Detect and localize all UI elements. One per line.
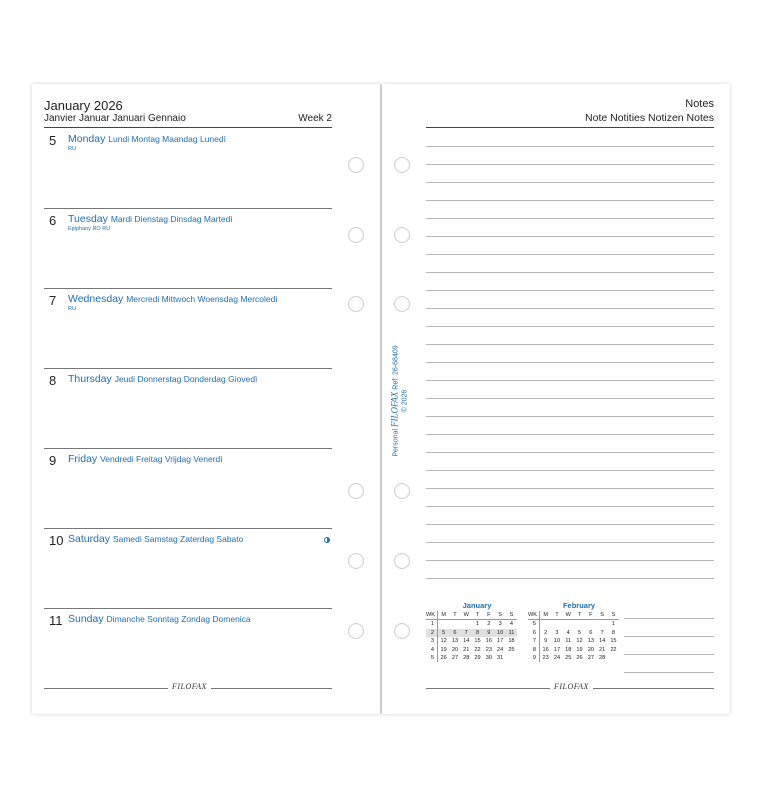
ring-hole-icon	[348, 553, 364, 569]
calendar-day-cell: 12	[576, 638, 583, 645]
day-rule	[44, 208, 332, 209]
calendar-day-cell: 6	[589, 629, 593, 636]
calendar-header-cell: WK	[426, 611, 438, 620]
day-number: 6	[49, 213, 57, 228]
week-number-cell: 9	[528, 654, 540, 662]
calendar-day-cell: 9	[483, 629, 494, 637]
calendar-day-cell: 10	[494, 629, 505, 637]
notes-page	[382, 84, 730, 714]
calendar-day-cell: 18	[508, 638, 515, 645]
day-block-tuesday[interactable]	[44, 208, 332, 288]
imprint-brand: FILOFAX	[389, 391, 400, 428]
calendar-day-cell: 4	[509, 621, 513, 628]
note-line	[426, 470, 714, 471]
calendar-day-cell: 30	[485, 655, 492, 662]
calendar-day-cell: 27	[587, 655, 594, 662]
calendar-day-cell: 7	[600, 629, 604, 636]
note-line	[426, 362, 714, 363]
calendar-header-cell: S	[506, 611, 517, 620]
calendar-day-cell: 12	[440, 638, 447, 645]
calendar-header-cell: T	[472, 611, 483, 620]
calendar-header-cell: T	[551, 611, 562, 620]
calendar-day-cell: 19	[576, 646, 583, 653]
day-name-label: Saturday Samedi Samstag Zaterdag Sabato	[68, 533, 244, 545]
note-line-short	[624, 618, 714, 619]
note-line-short	[624, 654, 714, 655]
mini-calendar-grid	[426, 611, 518, 662]
ring-hole-icon	[348, 483, 364, 499]
calendar-day-cell	[449, 620, 460, 628]
calendar-header-cell: WK	[528, 611, 540, 620]
calendar-day-cell	[574, 620, 585, 628]
calendar-day-cell: 26	[440, 655, 447, 662]
week-number-cell: 6	[528, 629, 540, 637]
calendar-day-cell: 13	[587, 638, 594, 645]
calendar-day-cell: 2	[544, 629, 548, 636]
mini-calendar-february	[528, 601, 620, 662]
calendar-day-cell	[608, 654, 619, 662]
week-number-cell: 2	[426, 629, 438, 637]
calendar-day-cell	[461, 620, 472, 628]
calendar-day-cell	[596, 620, 607, 628]
calendar-header-cell: F	[585, 611, 596, 620]
day-number: 10	[49, 533, 64, 548]
day-number: 9	[49, 453, 57, 468]
calendar-day-cell	[540, 620, 551, 628]
note-line	[426, 416, 714, 417]
calendar-day-cell: 3	[498, 621, 502, 628]
ring-hole-icon	[394, 227, 410, 243]
calendar-day-cell: 14	[463, 638, 470, 645]
week-number-cell: 8	[528, 646, 540, 654]
calendar-header-cell: T	[574, 611, 585, 620]
day-holiday-note: RU	[68, 306, 76, 312]
calendar-day-cell: 15	[610, 638, 617, 645]
day-rule	[44, 368, 332, 369]
calendar-day-cell: 8	[611, 629, 615, 636]
calendar-day-cell: 8	[472, 629, 483, 637]
calendar-day-cell: 1	[611, 621, 615, 628]
ring-hole-icon	[394, 296, 410, 312]
calendar-day-cell: 16	[542, 646, 549, 653]
calendar-header-cell: T	[449, 611, 460, 620]
day-name-label: Wednesday Mercredi Mittwoch Woensdag Mercoledì	[68, 293, 278, 305]
day-rule	[44, 448, 332, 449]
calendar-day-cell: 20	[587, 646, 594, 653]
note-line	[426, 272, 714, 273]
day-block-friday[interactable]	[44, 448, 332, 528]
ring-hole-icon	[394, 623, 410, 639]
calendar-header-cell: S	[596, 611, 607, 620]
calendar-day-cell: 22	[610, 646, 617, 653]
note-line	[426, 182, 714, 183]
note-line	[426, 218, 714, 219]
calendar-day-cell	[563, 620, 574, 628]
calendar-day-cell: 20	[451, 646, 459, 653]
note-line	[426, 560, 714, 561]
ring-hole-icon	[348, 157, 364, 173]
note-line-short	[624, 672, 714, 673]
day-name-label: Sunday Dimanche Sonntag Zondag Domenica	[68, 613, 251, 625]
day-number: 7	[49, 293, 57, 308]
day-rule	[44, 528, 332, 529]
note-line	[426, 434, 714, 435]
mini-calendar-grid	[528, 611, 620, 662]
notes-translations: Note Notities Notizen Notes	[585, 112, 714, 124]
day-number: 8	[49, 373, 57, 388]
calendar-day-cell: 16	[485, 638, 492, 645]
calendar-day-cell: 18	[565, 646, 572, 653]
day-number: 11	[49, 613, 63, 628]
note-line	[426, 326, 714, 327]
calendar-day-cell: 6	[449, 629, 460, 637]
mini-calendar-january	[426, 601, 518, 662]
note-line	[426, 506, 714, 507]
calendar-day-cell: 11	[506, 629, 517, 637]
calendar-day-cell: 5	[577, 629, 582, 636]
day-block-saturday[interactable]	[44, 528, 332, 608]
day-rule	[44, 608, 332, 609]
imprint-size: Personal	[392, 428, 400, 457]
calendar-day-cell: 17	[553, 646, 561, 653]
calendar-day-cell: 23	[485, 646, 492, 653]
calendar-day-cell: 28	[463, 655, 470, 662]
calendar-day-cell	[506, 654, 517, 662]
calendar-day-cell: 7	[461, 629, 472, 637]
day-block-wednesday[interactable]	[44, 288, 332, 368]
calendar-day-cell: 13	[451, 638, 459, 645]
week-number-cell: 4	[426, 646, 438, 654]
note-line	[426, 236, 714, 237]
week-label: Week 2	[298, 113, 332, 124]
note-line	[426, 380, 714, 381]
calendar-day-cell: 2	[487, 621, 491, 628]
day-holiday-note: RU	[68, 146, 76, 152]
product-imprint	[389, 336, 409, 466]
imprint-ref: Ref: 26-68409	[392, 345, 400, 390]
mini-calendar-title: January	[462, 601, 492, 610]
calendar-day-cell: 4	[566, 629, 570, 636]
note-line	[426, 290, 714, 291]
filofax-logo: FILOFAX	[550, 682, 593, 691]
calendar-day-cell	[438, 620, 449, 628]
calendar-day-cell: 25	[565, 655, 572, 662]
calendar-header-cell: W	[563, 611, 574, 620]
ring-hole-icon	[394, 157, 410, 173]
day-name-label: Thursday Jeudi Donnerstag Donderdag Giovedì	[68, 373, 258, 385]
calendar-day-cell: 27	[451, 655, 459, 662]
note-line	[426, 452, 714, 453]
week-number-cell: 1	[426, 620, 438, 628]
calendar-header-cell: S	[494, 611, 505, 620]
calendar-header-cell: S	[608, 611, 619, 620]
month-title: January 2026	[44, 98, 123, 113]
calendar-header-cell: M	[540, 611, 551, 620]
day-name-label: Friday Vendredi Freitag Vrijdag Venerdì	[68, 453, 223, 465]
day-holiday-note: Epiphany RO RU	[68, 226, 111, 232]
week-number-cell: 5	[426, 654, 438, 662]
calendar-day-cell: 24	[553, 655, 561, 662]
note-line	[426, 398, 714, 399]
notes-title: Notes	[685, 98, 714, 110]
calendar-header-cell: F	[483, 611, 494, 620]
calendar-day-cell: 9	[544, 638, 548, 645]
day-name-label: Monday Lundi Montag Maandag Lunedì	[68, 133, 226, 145]
ring-hole-icon	[348, 227, 364, 243]
note-line	[426, 200, 714, 201]
calendar-day-cell: 15	[474, 638, 481, 645]
calendar-header-cell: M	[438, 611, 449, 620]
note-line	[426, 542, 714, 543]
day-number: 5	[49, 133, 57, 148]
imprint-copyright: © 2026	[401, 389, 409, 413]
week-number-cell: 3	[426, 637, 438, 645]
calendar-day-cell: 3	[555, 629, 559, 636]
calendar-day-cell: 28	[599, 655, 606, 662]
calendar-day-cell: 21	[599, 646, 606, 653]
calendar-day-cell: 26	[576, 655, 583, 662]
ring-hole-icon	[348, 296, 364, 312]
first-quarter-moon-icon	[324, 537, 330, 543]
calendar-day-cell: 17	[497, 638, 504, 645]
note-line	[426, 308, 714, 309]
ring-hole-icon	[394, 483, 410, 499]
calendar-day-cell: 29	[474, 655, 481, 662]
calendar-header-cell: W	[461, 611, 472, 620]
day-name-label: Tuesday Mardi Dienstag Dinsdag Martedì	[68, 213, 233, 225]
calendar-day-cell: 23	[542, 655, 549, 662]
calendar-day-cell: 11	[565, 638, 572, 645]
note-line-short	[624, 636, 714, 637]
day-rule	[44, 288, 332, 289]
day-block-thursday[interactable]	[44, 368, 332, 448]
ring-hole-icon	[394, 553, 410, 569]
ring-hole-icon	[348, 623, 364, 639]
calendar-day-cell: 5	[438, 629, 449, 637]
notes-header-rule	[426, 127, 714, 128]
day-block-monday[interactable]	[44, 128, 332, 208]
note-line	[426, 344, 714, 345]
note-line	[426, 578, 714, 579]
calendar-day-cell	[551, 620, 562, 628]
note-line	[426, 254, 714, 255]
week-page	[32, 84, 380, 714]
day-block-sunday[interactable]	[44, 608, 332, 688]
mini-calendar-title: February	[562, 601, 596, 610]
calendar-day-cell: 1	[475, 621, 480, 628]
note-line	[426, 524, 714, 525]
calendar-day-cell: 10	[553, 638, 561, 645]
calendar-day-cell: 22	[474, 646, 481, 653]
calendar-day-cell: 31	[497, 655, 504, 662]
note-line	[426, 488, 714, 489]
calendar-day-cell: 21	[463, 646, 470, 653]
week-number-cell: 5	[528, 620, 540, 628]
month-translations: Janvier Januar Januari Gennaio	[44, 113, 186, 124]
filofax-logo: FILOFAX	[168, 682, 211, 691]
calendar-day-cell: 19	[440, 646, 447, 653]
note-line	[426, 146, 714, 147]
calendar-day-cell: 24	[497, 646, 504, 653]
calendar-day-cell: 14	[599, 638, 606, 645]
calendar-day-cell: 25	[508, 646, 515, 653]
calendar-day-cell	[585, 620, 596, 628]
note-line	[426, 164, 714, 165]
week-number-cell: 7	[528, 637, 540, 645]
